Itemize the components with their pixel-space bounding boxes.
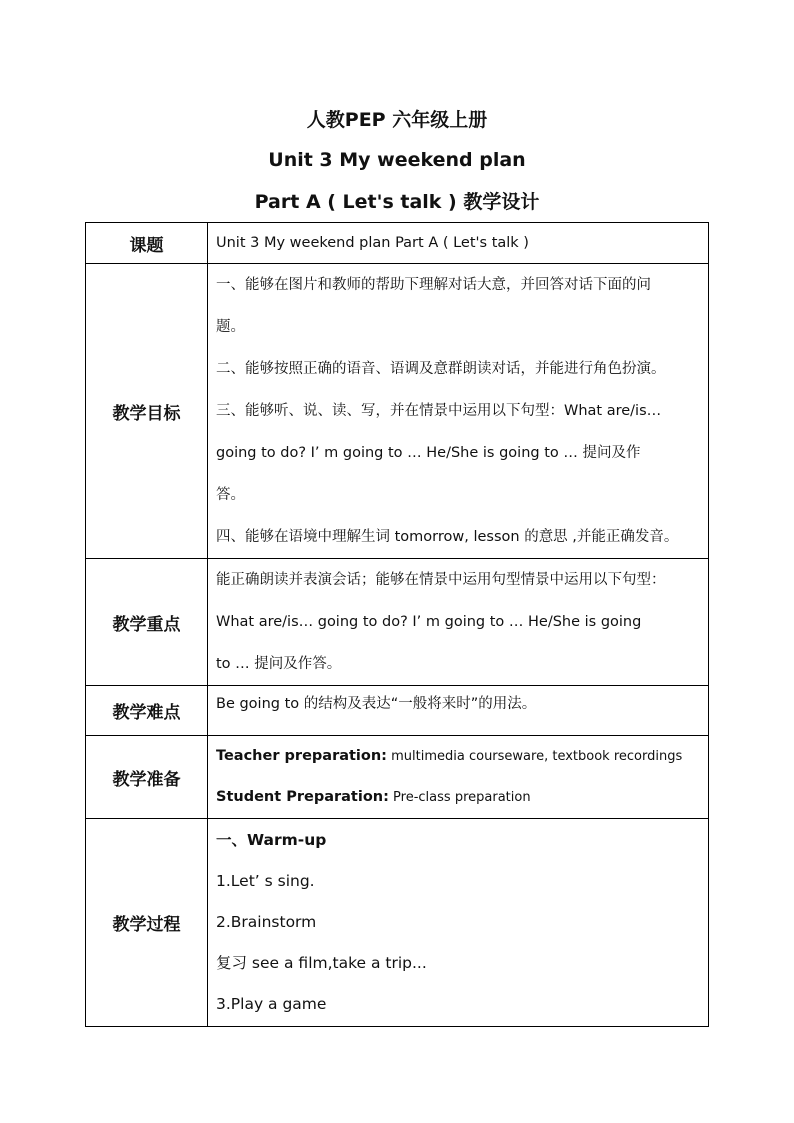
table-row-topic: [86, 223, 709, 264]
key-point-line: to … 提问及作答。: [216, 656, 342, 672]
table-row-preparation: [86, 736, 709, 819]
objective-line: 答。: [216, 487, 245, 503]
process-step: 3.Play a game: [216, 995, 327, 1013]
preparation-content: [208, 736, 709, 819]
difficulties-label: 教学难点: [86, 686, 208, 736]
document-title: 人教PEP 六年级上册: [306, 109, 488, 131]
teacher-preparation-label: Teacher preparation:: [216, 748, 387, 764]
objective-line: 题。: [216, 319, 245, 335]
process-label: 教学过程: [86, 819, 208, 1027]
difficulties-text: Be going to 的结构及表达“一般将来时”的用法。: [216, 696, 537, 712]
topic-label: 课题: [86, 223, 208, 264]
student-preparation-label: Student Preparation:: [216, 789, 389, 805]
objectives-content: [208, 264, 709, 559]
table-row-key-points: [86, 559, 709, 686]
key-points-content: [208, 559, 709, 686]
table-row-process: [86, 819, 709, 1027]
teacher-preparation-value: multimedia courseware, textbook recordings: [386, 749, 683, 764]
teacher-preparation: [216, 736, 702, 777]
objectives-label: 教学目标: [86, 264, 208, 559]
process-step: 2.Brainstorm: [216, 913, 317, 931]
key-point-line: What are/is… going to do? I’ m going to … He/She is going: [216, 614, 642, 630]
unit-title: Unit 3 My weekend plan: [268, 149, 526, 171]
objective-line: 一、能够在图片和教师的帮助下理解对话大意，并回答对话下面的问: [216, 277, 651, 293]
objective-line: 四、能够在语境中理解生词 tomorrow, lesson 的意思 ,并能正确发音。: [216, 529, 679, 545]
process-content: [208, 819, 709, 1027]
table-row-difficulties: [86, 686, 709, 736]
objective-line: 三、能够听、说、读、写，并在情景中运用以下句型：What are/is…: [216, 403, 662, 419]
student-preparation-value: Pre-class preparation: [388, 790, 531, 805]
key-point-line: 能正确朗读并表演会话；能够在情景中运用句型情景中运用以下句型：: [216, 572, 666, 588]
topic-content: [208, 223, 709, 264]
topic-text: Unit 3 My weekend plan Part A ( Let's talk ): [216, 235, 529, 251]
table-row-objectives: [86, 264, 709, 559]
preparation-label: 教学准备: [86, 736, 208, 819]
lesson-plan-table: [85, 222, 709, 1027]
difficulties-content: [208, 686, 709, 736]
process-step: 1.Let’ s sing.: [216, 872, 315, 890]
process-step: 复习 see a film,take a trip...: [216, 954, 427, 972]
key-points-label: 教学重点: [86, 559, 208, 686]
objective-line: 二、能够按照正确的语音、语调及意群朗读对话，并能进行角色扮演。: [216, 361, 666, 377]
process-heading: 一、Warm-up: [216, 831, 327, 849]
student-preparation: [216, 777, 702, 818]
lesson-title: Part A ( Let's talk ) 教学设计: [254, 191, 540, 213]
objective-line: going to do? I’ m going to … He/She is going to … 提问及作: [216, 445, 641, 461]
